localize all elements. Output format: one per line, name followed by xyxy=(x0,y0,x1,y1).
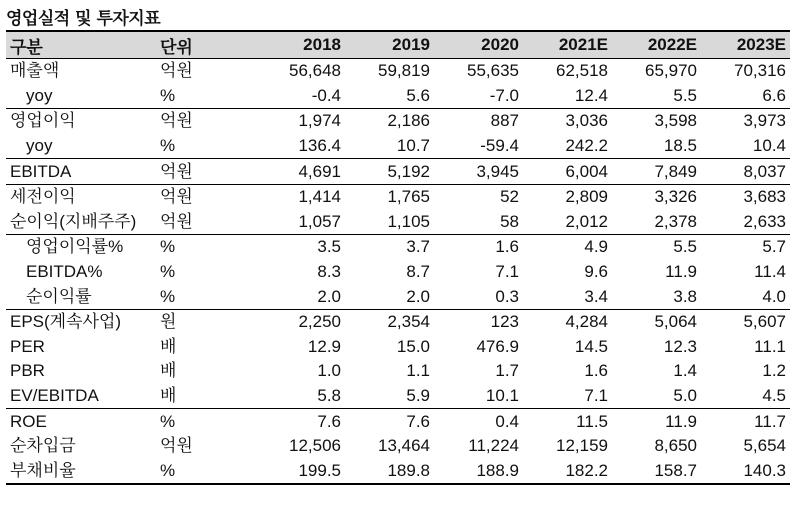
value-cell: 11,224 xyxy=(468,436,519,456)
value-cell: 4.9 xyxy=(523,235,612,260)
value-cell: 2,250 xyxy=(256,309,345,334)
header-year: 2020 xyxy=(434,31,523,59)
row-unit: 억원 xyxy=(156,159,256,185)
table-row xyxy=(6,84,790,109)
row-label: EPS(계속사업) xyxy=(6,309,156,334)
row-label: yoy xyxy=(26,136,53,156)
row-unit: % xyxy=(160,136,176,156)
value-cell: 1,414 xyxy=(256,184,345,209)
table-row xyxy=(6,159,790,185)
value-cell: 8,650 xyxy=(654,436,697,456)
value-cell: 10.4 xyxy=(752,136,786,156)
header-year: 2019 xyxy=(345,31,434,59)
value-cell: 3,326 xyxy=(612,184,701,209)
value-cell: 1.6 xyxy=(584,361,608,381)
value-cell: 11.7 xyxy=(701,409,790,434)
header-year: 2022E xyxy=(612,31,701,59)
value-cell: 1,974 xyxy=(256,109,345,134)
value-cell: 3.5 xyxy=(256,235,345,260)
value-cell: 2,186 xyxy=(345,109,434,134)
row-unit: 억원 xyxy=(156,184,256,209)
value-cell: 0.4 xyxy=(434,409,523,434)
value-cell: 15.0 xyxy=(396,336,430,356)
value-cell: 59,819 xyxy=(378,61,430,81)
value-cell: 58 xyxy=(500,211,519,231)
row-unit: % xyxy=(160,262,176,282)
value-cell: 12,159 xyxy=(556,436,608,456)
row-unit: % xyxy=(156,235,256,260)
value-cell: 7.6 xyxy=(345,409,434,434)
row-unit: 원 xyxy=(156,309,256,334)
row-unit: % xyxy=(156,409,256,434)
row-label: 영업이익 xyxy=(6,109,156,134)
row-unit: 배 xyxy=(160,361,177,381)
row-label: 영업이익률% xyxy=(6,235,156,260)
value-cell: 5,607 xyxy=(701,309,790,334)
value-cell: 3.4 xyxy=(584,286,608,306)
row-label: EBITDA% xyxy=(26,262,103,282)
row-label: PER xyxy=(10,336,45,356)
value-cell: 1,057 xyxy=(298,211,341,231)
header-unit: 단위 xyxy=(156,31,256,59)
row-label: EBITDA xyxy=(6,159,156,185)
value-cell: 70,316 xyxy=(734,61,786,81)
table-row xyxy=(6,309,790,334)
header-row xyxy=(6,31,790,59)
value-cell: 10.7 xyxy=(396,136,430,156)
value-cell: 5,064 xyxy=(612,309,701,334)
value-cell: 3,683 xyxy=(701,184,790,209)
value-cell: 1.2 xyxy=(762,361,786,381)
table-row xyxy=(6,210,790,235)
value-cell: 1.7 xyxy=(495,361,519,381)
row-unit: % xyxy=(160,85,176,105)
value-cell: -7.0 xyxy=(489,85,519,105)
value-cell: 7,849 xyxy=(612,159,701,185)
value-cell: 2.0 xyxy=(406,286,430,306)
value-cell: 11.9 xyxy=(665,262,697,282)
row-label: 순차입금 xyxy=(10,436,76,456)
row-label: 세전이익 xyxy=(6,184,156,209)
value-cell: 140.3 xyxy=(701,459,790,485)
value-cell: 14.5 xyxy=(574,336,608,356)
row-label: ROE xyxy=(6,409,156,434)
row-unit: % xyxy=(156,459,256,485)
row-unit: 억원 xyxy=(160,61,193,81)
row-unit: 억원 xyxy=(156,109,256,134)
value-cell: 7.1 xyxy=(584,386,608,406)
value-cell: 1.1 xyxy=(406,361,430,381)
value-cell: 5,654 xyxy=(743,436,786,456)
value-cell: 3,973 xyxy=(701,109,790,134)
value-cell: 5.7 xyxy=(701,235,790,260)
table-row xyxy=(6,109,790,134)
value-cell: 3,945 xyxy=(434,159,523,185)
table-row xyxy=(6,409,790,434)
financial-table xyxy=(6,30,790,485)
table-row xyxy=(6,260,790,285)
value-cell: 5.5 xyxy=(673,85,697,105)
table-row xyxy=(6,459,790,485)
value-cell: 5,192 xyxy=(345,159,434,185)
row-label: 부채비율 xyxy=(6,459,156,485)
value-cell: 3.7 xyxy=(345,235,434,260)
header-item: 구분 xyxy=(6,31,156,59)
value-cell: 7.6 xyxy=(256,409,345,434)
value-cell: 3,036 xyxy=(523,109,612,134)
table-row xyxy=(6,384,790,409)
value-cell: 2.0 xyxy=(317,286,341,306)
value-cell: 12,506 xyxy=(289,436,341,456)
value-cell: 8.3 xyxy=(317,262,341,282)
value-cell: 12.9 xyxy=(307,336,341,356)
value-cell: 2,809 xyxy=(523,184,612,209)
table-title: 영업실적 및 투자지표 xyxy=(6,9,161,29)
header-year: 2018 xyxy=(256,31,345,59)
row-unit: 배 xyxy=(160,386,177,406)
value-cell: 1,765 xyxy=(345,184,434,209)
value-cell: 1,105 xyxy=(387,211,430,231)
value-cell: 6,004 xyxy=(523,159,612,185)
value-cell: 9.6 xyxy=(584,262,608,282)
value-cell: 10.1 xyxy=(485,386,519,406)
value-cell: 12.4 xyxy=(574,85,608,105)
value-cell: 0.3 xyxy=(495,286,519,306)
value-cell: 4.5 xyxy=(762,386,786,406)
table-row xyxy=(6,335,790,360)
row-label: yoy xyxy=(26,85,53,105)
table-row xyxy=(6,235,790,260)
value-cell: 56,648 xyxy=(289,61,341,81)
value-cell: -59.4 xyxy=(480,136,519,156)
table-row xyxy=(6,134,790,159)
value-cell: 476.9 xyxy=(476,336,519,356)
value-cell: 182.2 xyxy=(523,459,612,485)
value-cell: 18.5 xyxy=(663,136,697,156)
value-cell: 11.9 xyxy=(612,409,701,434)
value-cell: 4.0 xyxy=(762,286,786,306)
row-unit: 억원 xyxy=(160,436,193,456)
value-cell: 2,633 xyxy=(743,211,786,231)
row-label: 순이익(지배주주) xyxy=(10,211,137,231)
value-cell: 11.5 xyxy=(523,409,612,434)
value-cell: 4,691 xyxy=(256,159,345,185)
value-cell: 242.2 xyxy=(565,136,608,156)
row-label: EV/EBITDA xyxy=(10,386,99,406)
value-cell: 5.9 xyxy=(406,386,430,406)
value-cell: 123 xyxy=(434,309,523,334)
value-cell: 62,518 xyxy=(556,61,608,81)
value-cell: 5.8 xyxy=(317,386,341,406)
value-cell: 158.7 xyxy=(612,459,701,485)
value-cell: 189.8 xyxy=(345,459,434,485)
value-cell: 6.6 xyxy=(762,85,786,105)
value-cell: 887 xyxy=(434,109,523,134)
value-cell: 55,635 xyxy=(467,61,519,81)
table-row xyxy=(6,359,790,384)
value-cell: 136.4 xyxy=(298,136,341,156)
value-cell: 5.5 xyxy=(612,235,701,260)
value-cell: 1.4 xyxy=(673,361,697,381)
table-row xyxy=(6,184,790,209)
row-label: 순이익률 xyxy=(26,286,92,306)
row-label: PBR xyxy=(10,361,45,381)
value-cell: 13,464 xyxy=(378,436,430,456)
table-row xyxy=(6,434,790,459)
value-cell: -0.4 xyxy=(311,85,341,105)
value-cell: 52 xyxy=(434,184,523,209)
row-label: 매출액 xyxy=(10,61,60,81)
value-cell: 5.0 xyxy=(673,386,697,406)
value-cell: 2,354 xyxy=(345,309,434,334)
value-cell: 188.9 xyxy=(434,459,523,485)
value-cell: 3,598 xyxy=(612,109,701,134)
value-cell: 1.6 xyxy=(434,235,523,260)
value-cell: 11.4 xyxy=(754,262,786,282)
header-year: 2023E xyxy=(701,31,790,59)
row-unit: 배 xyxy=(160,336,177,356)
value-cell: 1.0 xyxy=(317,361,341,381)
value-cell: 199.5 xyxy=(256,459,345,485)
value-cell: 12.3 xyxy=(663,336,697,356)
value-cell: 11.1 xyxy=(754,336,786,356)
value-cell: 7.1 xyxy=(495,262,519,282)
value-cell: 3.8 xyxy=(673,286,697,306)
value-cell: 5.6 xyxy=(406,85,430,105)
table-row xyxy=(6,284,790,309)
value-cell: 8.7 xyxy=(406,262,430,282)
row-unit: % xyxy=(160,286,176,306)
value-cell: 4,284 xyxy=(523,309,612,334)
value-cell: 2,378 xyxy=(654,211,697,231)
value-cell: 2,012 xyxy=(565,211,608,231)
row-unit: 억원 xyxy=(160,211,193,231)
value-cell: 8,037 xyxy=(701,159,790,185)
value-cell: 65,970 xyxy=(645,61,697,81)
header-year: 2021E xyxy=(523,31,612,59)
table-row xyxy=(6,59,790,84)
